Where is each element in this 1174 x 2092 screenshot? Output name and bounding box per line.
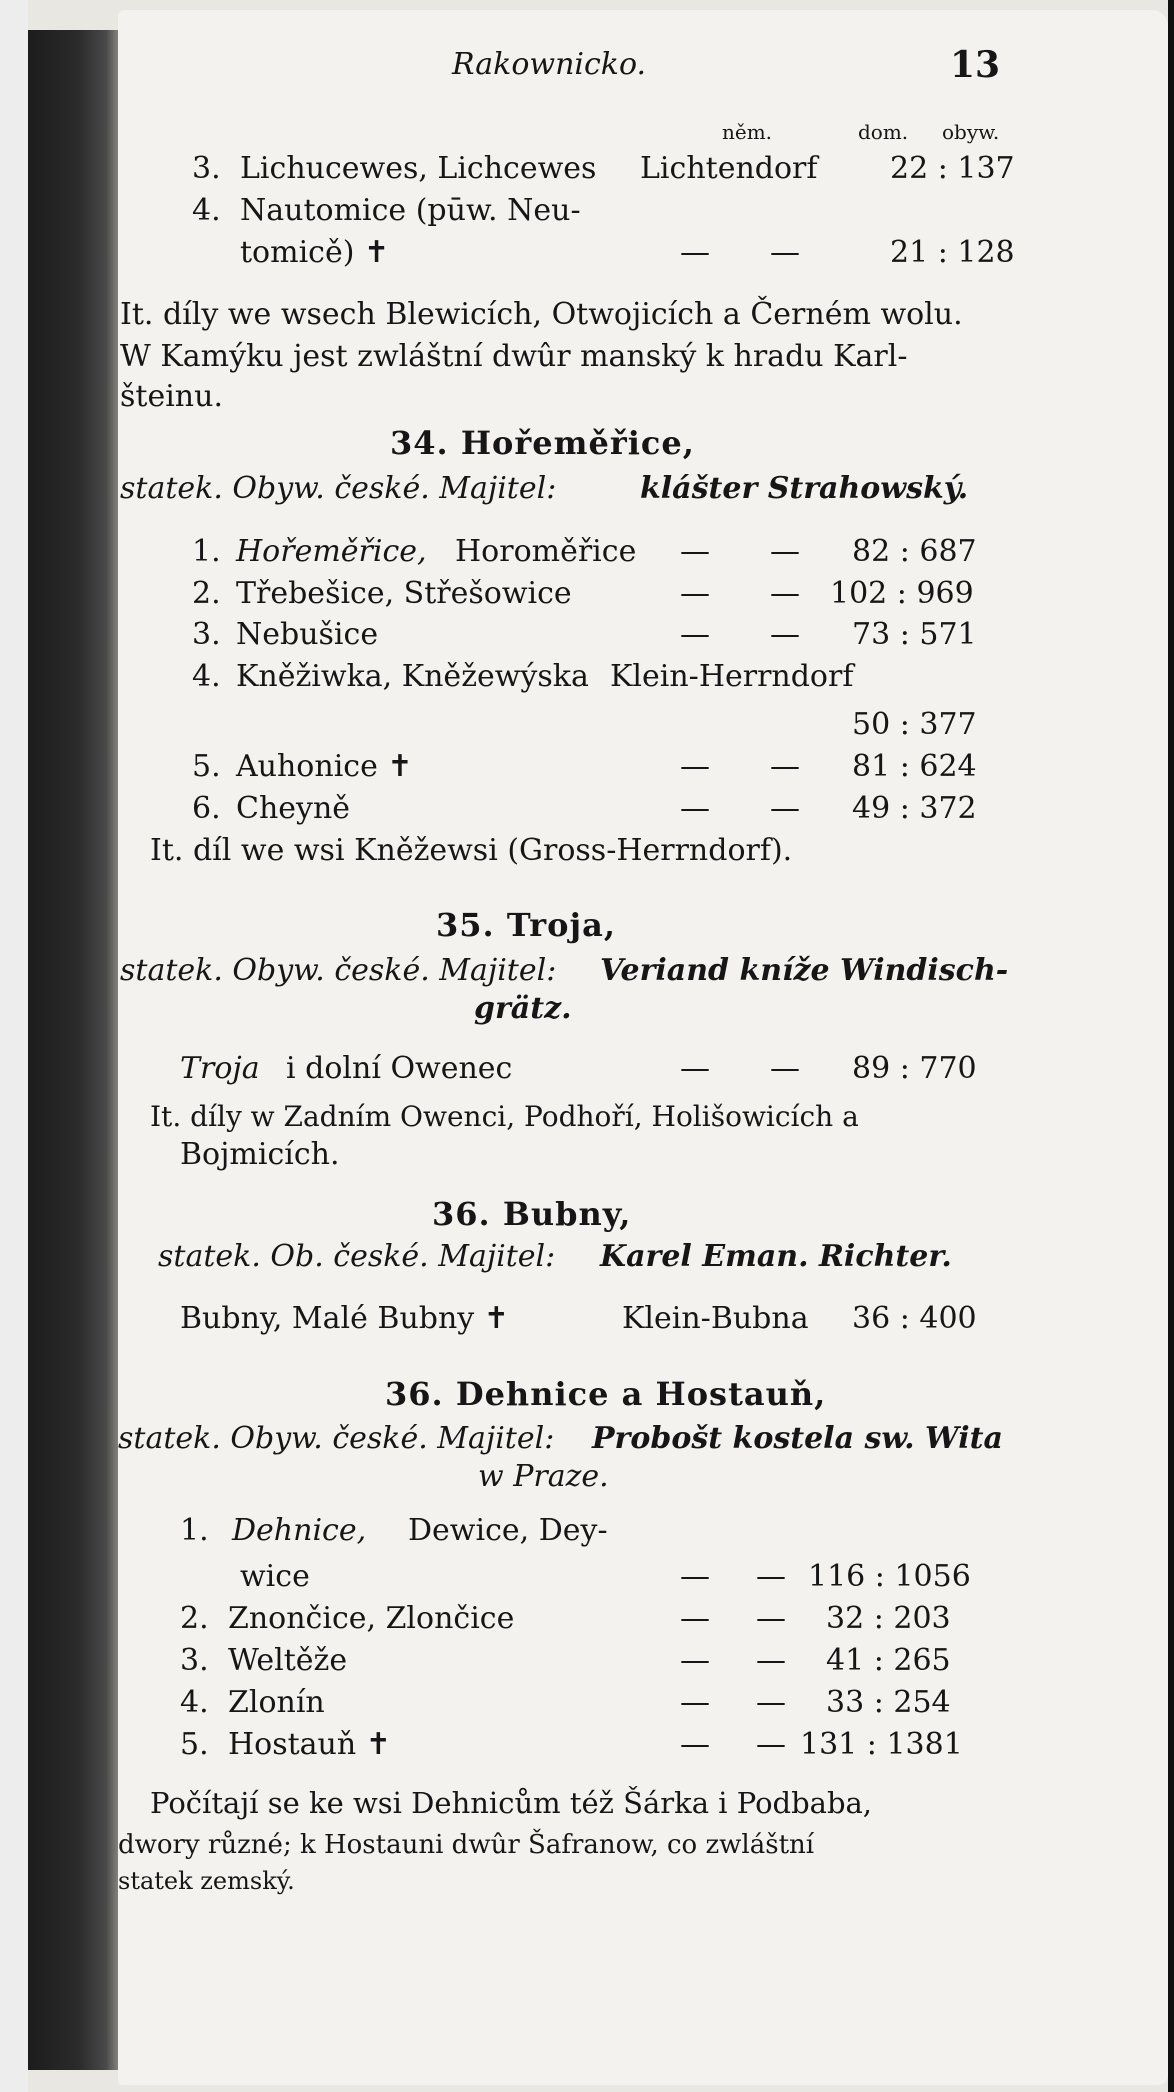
scan-page: Rakownicko. 13 něm. dom. obyw. 3. Lichucewes, Lichcewes Lichtendorf 22 : 137 4. Nautomice (pūw. Neu- tomicě) ✝ — — 21 : 128 It. díly we wsech Blewicích, Otwojicích a Černém wolu. W Kamýku jest zwláštní dwûr manský k hradu Karl- šteinu. 34. Hořeměřice, statek. Obyw. české. Majitel: klášter Strahowský. 1. Hořeměřice, Horoměřice — — 82 : 687 2. Třebešice, Střešowice — — 102 : 969 3. Nebušice — — 73 : 571 4. Kněžiwka, Kněžewýska Klein-Herrndorf 50 : 377 5. Auhonice ✝ — — 81 : 624 6. Cheyně — — 49 : 372 It. díl we wsi Kněžewsi (Gross-Herrndorf). 35. Troja, statek. Obyw. české. Majitel: Veriand kníže Windisch- grätz. Troja i dolní Owenec — — 89 : 770 It. díly w Zadním Owenci, Podhoří, Holišowicích a Bojmicích. 36. Bubny, statek. Ob. české. Majitel: Karel Eman. Richter. Bubny, Malé Bubny ✝ Klein-Bubna 36 : 400 36. Dehnice a Hostauň, statek. Obyw. české. Majitel: Probošt kostela sw. Wita w Praze. 1. Dehnice, Dewice, Dey- wice — — 116 : 1056 2. Znončice, Zlončice — — 32 : 203 3. Weltěže — — 41 : 265 4. Zlonín — — 33 : 254 5. Hostauň ✝ — — 131 : 1381 Počítají se ke wsi Dehnicům též Šárka i Podbaba, dwory různé; k Hostauni dwûr Šafranow, co zwláštní statek zemský. xyxy=(0,0,1174,2092)
col-head-obyw: obyw. xyxy=(942,120,1000,144)
left-margin xyxy=(0,0,28,2092)
book-spine xyxy=(28,30,120,2070)
col-head-dom: dom. xyxy=(858,120,909,144)
right-edge xyxy=(1168,0,1174,2092)
header-title: Rakownicko. xyxy=(452,47,647,82)
col-head-nem: něm. xyxy=(722,120,773,144)
page-number: 13 xyxy=(950,44,1001,86)
